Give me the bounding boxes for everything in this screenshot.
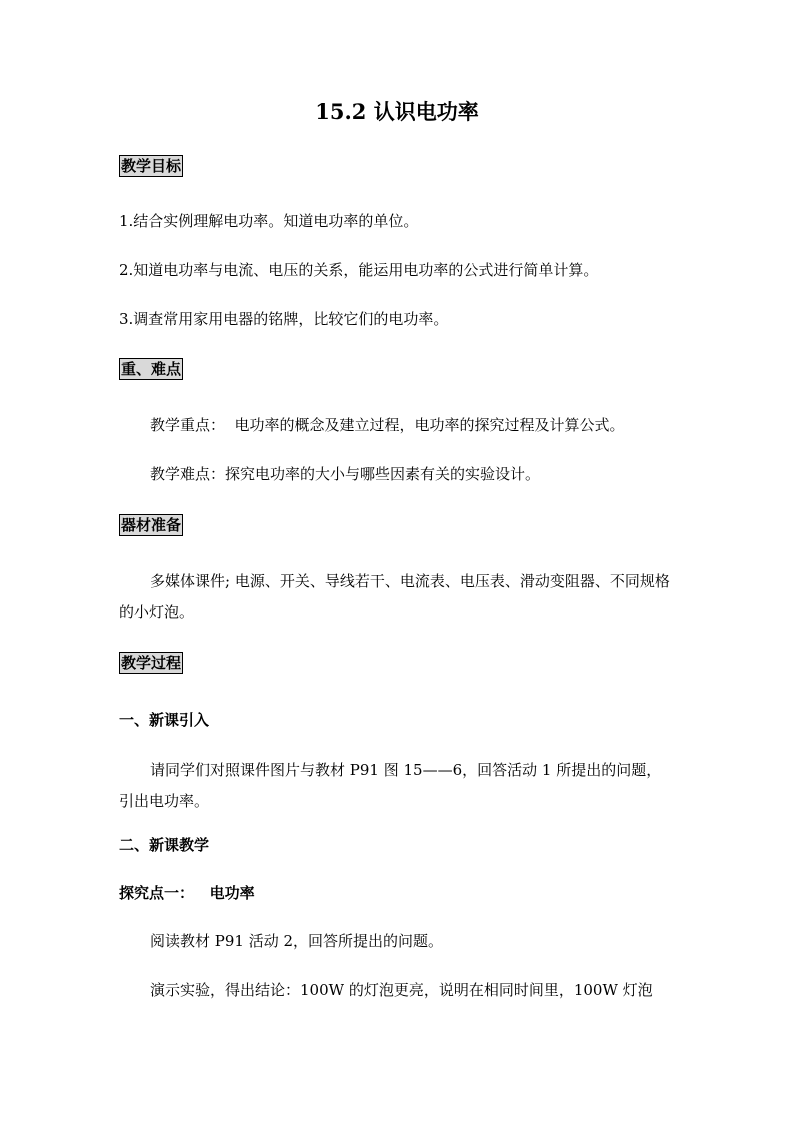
section-heading-materials: 器材准备 [121,516,182,534]
demo-text: 演示实验，得出结论：100W 的灯泡更亮，说明在相同时间里，100W 灯泡 [150,981,653,999]
materials-text: 多媒体课件; 电源、开关、导线若干、电流表、电压表、滑动变阻器、不同规格的小灯泡。 [119,572,670,621]
intro-text: 请同学们对照课件图片与教材 P91 图 15——6，回答活动 1 所提出的问题，引出电功率。 [119,761,662,810]
section-heading-process: 教学过程 [121,654,182,672]
teaching-heading: 二、新课教学 [119,836,210,854]
intro-heading: 一、新课引入 [119,711,210,729]
goal-item-1: 1.结合实例理解电功率。知道电功率的单位。 [119,212,419,230]
goal-item-2: 2.知道电功率与电流、电压的关系，能运用电功率的公式进行简单计算。 [119,261,599,279]
section-heading-goals: 教学目标 [121,157,182,175]
section-heading-key-points: 重、难点 [121,360,182,378]
document-title: 15.2 认识电功率 [315,99,479,124]
goal-item-3: 3.调查常用家用电器的铭牌，比较它们的电功率。 [119,310,449,328]
explore-heading: 探究点一： 电功率 [119,884,255,902]
key-difficulty-text: 教学难点：探究电功率的大小与哪些因素有关的实验设计。 [150,465,541,483]
read-text: 阅读教材 P91 活动 2，回答所提出的问题。 [150,932,444,950]
key-focus-text: 教学重点： 电功率的概念及建立过程，电功率的探究过程及计算公式。 [150,416,625,434]
